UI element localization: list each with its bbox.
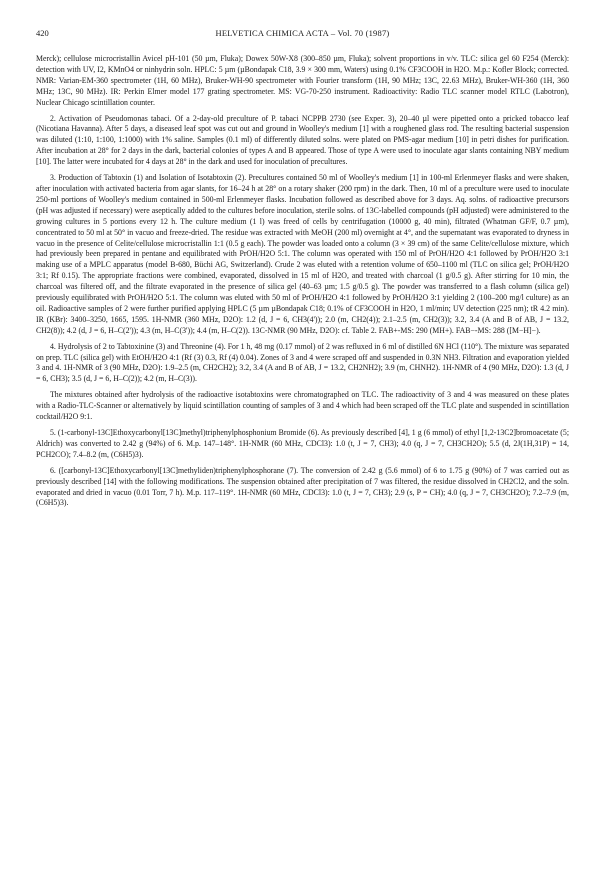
section-6-phosphorane: 6. ([carbonyl-13C]Ethoxycarbonyl[13C]methyliden)triphenylphosphorane (7). The conversion of 2.42 g (5.6 mmol) of 6 to 1.75 g (90%) of 7 was carried out as previously described [14] with the following modifications. The suspension obtained after precipitation of 7 was filtered, the residue dissolved in CH2Cl2, and the soln. evaporated and dried in vacuo (0.01 Torr, 7 h). M.p. 117–119°. 1H-NMR (60 MHz, CDCl3): 1.0 (t, J = 7, CH3); 2.9 (s, P = CH); 4.0 (q, J = 7, CH3CH2O); 7.2–7.9 (m, (C6H5)3). (36, 465, 569, 508)
section-4-hydrolysis: 4. Hydrolysis of 2 to Tabtoxinine (3) and Threonine (4). For 1 h, 48 mg (0.17 mmol) of 2 was refluxed in 6 ml of distilled 6N HCl (110°). The mixture was separated on prep. TLC (silica gel) with EtOH/H2O 4:1 (Rf (3) 0.3, Rf (4) 0.04). Zones of 3 and 4 were scraped off and suspended in 0.3N NH3. Filtration and evaporation yielded 3 and 4. 1H-NMR of 3 (90 MHz, D2O): 1.9–2.5 (m, CH2CH2); 3.2, 3.4 (A and B of AB, J = 13.2, CH2NH2); 3.9 (m, CHNH2). 1H-NMR of 4 (90 MHz, D2O): 1.3 (d, J = 6, CH3); 3.5 (d, J = 6, H–C(2)); 4.2 (m, H–C(3)). (36, 341, 569, 384)
materials-paragraph: Merck); cellulose microcristallin Avicel pH-101 (50 µm, Fluka); Dowex 50W-X8 (300–850 µm, Fluka); solvent proportions in v/v. TLC: silica gel 60 F254 (Merck): detection with UV, I2, KMnO4 or ninhydrin soln. HPLC: 5 µm (µBondapak C18, 3.9 × 300 mm, Waters) using 0.1% CF3COOH in H2O. M.p.: Kofler Block; corrected. NMR: Varian-EM-360 spectrometer (1H, 60 MHz), Bruker-WH-90 spectrometer with Fourier transform (1H, 90 MHz; 13C, 22.63 MHz), Bruker-WH-360 (1H, 360 MHz; 13C, 90 MHz). IR: Perkin Elmer model 177 grating spectrometer. MS: VG-70-250 instrument. Radioactivity: Radio TLC scanner model RTLC (Labotron), Nuclear Chicago scintillation counter. (36, 54, 569, 107)
document-page (36, 28, 569, 514)
page-header (36, 28, 569, 42)
section-2-activation: 2. Activation of Pseudomonas tabaci. Of a 2-day-old preculture of P. tabaci NCPPB 2730 (see Exper. 3), 20–40 µl were pipetted onto a pricked tobacco leaf (Nicotiana Havanna). After 5 days, a diseased leaf spot was cut out and ground in Woolley's medium [1] with a roughened glass rod. The resulting bacterial suspension was diluted (1:10, 1:100, 1:1000) with 1% saline. Samples (0.1 ml) of differently diluted solns. were plated on PMS-agar medium [10] in petri dishes for purification. After incubation at 28° for 2 days in the dark, bacterial colonies of types A and B appeared. Those of type A were used to inoculate agar slants containing NBY medium [10]. The latter were incubated for 4 days at 28° in the dark and used for inoculation of precultures. (36, 113, 569, 167)
journal-running-title: HELVETICA CHIMICA ACTA – Vol. 70 (1987) (215, 28, 390, 38)
section-5-bromide: 5. (1-carbonyl-13C]Ethoxycarbonyl[13C]methyl)triphenylphosphonium Bromide (6). As previously described [4], 1 g (6 mmol) of ethyl [1,2-13C2]bromoacetate (5; Aldrich) was converted to 2.42 g (94%) of 6. M.p. 147–148°. 1H-NMR (60 MHz, CDCl3): 1.0 (t, J = 7, CH3); 4.0 (q, J = 7, CH3CH2O); 5.5 (d, 2J(1H,31P) = 14, PCH2CO); 7.4–8.2 (m, (C6H5)3). (36, 428, 569, 459)
radioactivity-paragraph: The mixtures obtained after hydrolysis of the radioactive isotabtoxins were chromatographed on TLC. The radioactivity of 3 and 4 was measured on these plates with a Radio-TLC-Scanner or alternatively by liquid scintillation counting of samples of 3 and 4 which had been scraped off the TLC plate and suspended in scintillation cocktail/H2O 9:1. (36, 390, 569, 422)
page-number: 420 (36, 28, 49, 38)
section-3-production: 3. Production of Tabtoxin (1) and Isolation of Isotabtoxin (2). Precultures contained 50 ml of Woolley's medium [1] in 100-ml Erlenmeyer flasks and were shaken, after inoculation with activated bacteria from agar slants, for 16–24 h at 28° on a rotary shaker (200 rpm) in the dark. Then, 10 ml of a preculture were used to inoculate 250-ml portions of Woolley's medium contained in 500-ml Erlenmeyer flasks. Incubation followed as described above for 3 days. Aq. solns. of radioactive precursors (pH was adjusted if necessary) were aseptically added to the cultures before inoculation, sterile solns. of 13C-labelled compounds (pH adjusted) were administered to the growing cultures in 5 portions every 12 h. The culture medium (1 l) was freed of cells by centrifugation (10000 g, 40 min), filtrated (Whatman GF/F, 0.7 µm), concentrated to 50 ml at 50° in vacuo and freeze-dried. The residue was extracted with MeOH (200 ml) overnight at 4°, and the supernatant was evaporated to dryness in vacuo in the presence of Celite/cellulose microcristallin 1:1 (0.5 g each). The powder was loaded onto a column (3 × 39 cm) of the same Celite/cellulose mixture, which had previously been prepared in pentane and equilibrated with PrOH/H2O 5:1. The column was operated with 150 ml of PrOH/H2O 4:1 followed by PrOH/H2O 3:1 making use of a MPLC apparatus (model B-680, Büchi AG, Switzerland). Crude 2 was eluted with a retention volume of 650–1100 ml (TLC on silica gel; PrOH/H2O 3:1; Rf 0.15). The appropriate fractions were combined, evaporated, dissolved in 15 ml of H2O, and treated with charcoal (1 g/0.5 g). After stirring for 10 min, the charcoal was filtered off, and the filtrate evaporated in the presence of silica gel (40–63 µm; 1.5 g/0.5 g). The powder was transferred to a flash column (silica gel) previously equilibrated with PrOH/H2O 5:1. The column was eluted with 50 ml of PrOH/H2O 4:1 followed by PrOH/H2O 3:1 yielding 2 (100–200 mg/l culture) as an oil. Radioactive samples of 2 were further purified applying HPLC (5 µm µBondapak C18; 0.1% of CF3COOH in H2O, 1 ml/min; UV detection (225 nm); tR 4.2 min). IR (KBr): 3400–3250, 1665, 1595. 1H-NMR (360 MHz, D2O): 1.2 (d, J = 6, CH3(4')); 2.0 (m, CH2(4)); 2.1–2.5 (m, CH2(3)); 3.2, 3.4 (A and B of AB, J = 13.2, CH2(8)); 4.2 (d, J = 6, H–C(2')); 4.3 (m, H–C(3')); 4.4 (m, H–C(2)). 13C-NMR (90 MHz, D2O): cf. Table 2. FAB+-MS: 290 (MH+). FAB−-MS: 288 ([M−H]−). (36, 173, 569, 335)
